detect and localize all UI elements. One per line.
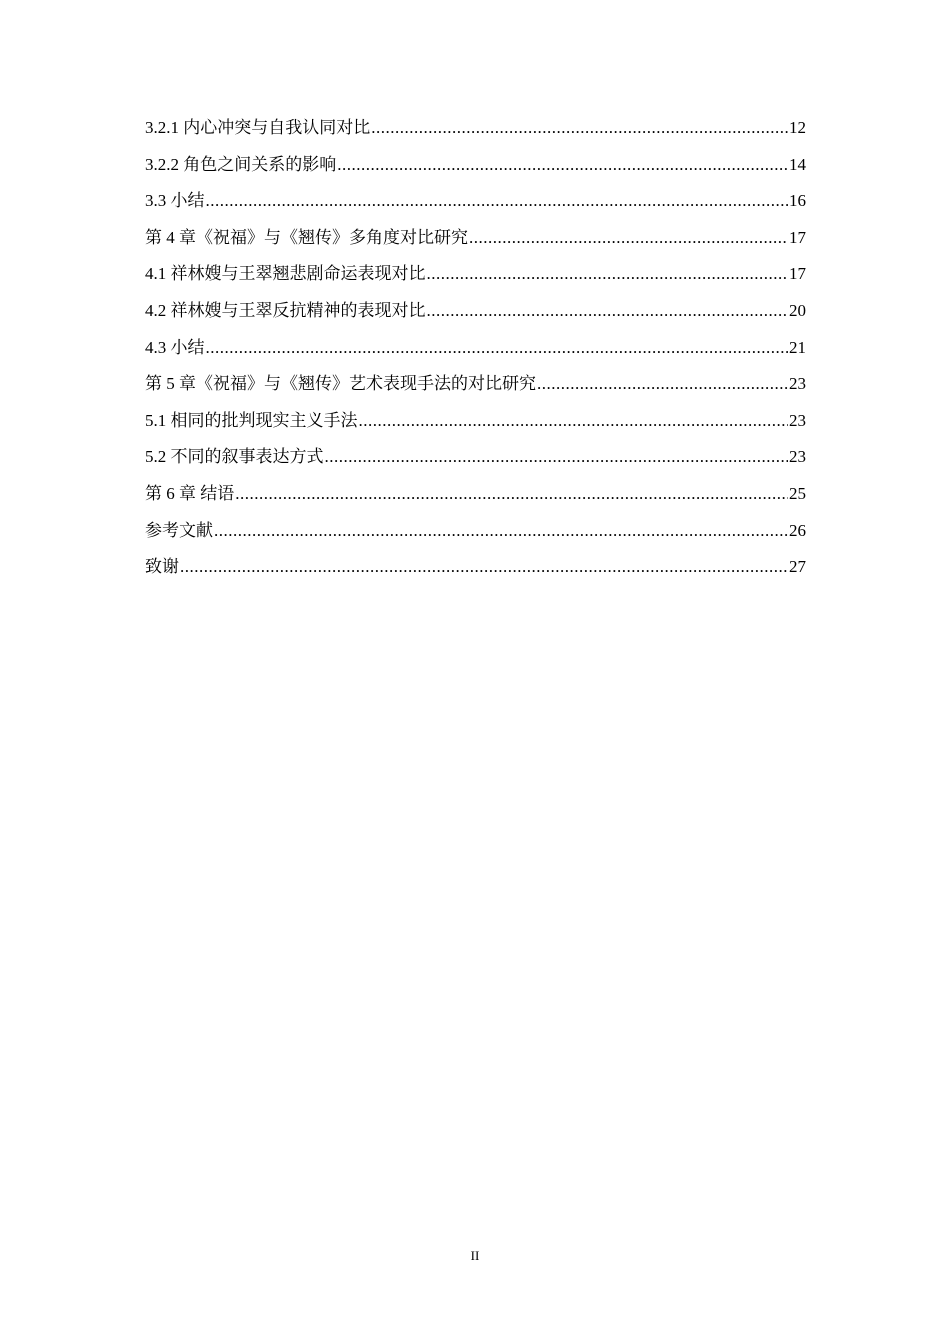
toc-entry-page: 17	[789, 264, 806, 284]
toc-entry-page: 25	[789, 483, 806, 503]
toc-entry-title: 第 6 章 结语	[145, 483, 235, 503]
toc-dot-leader	[206, 336, 789, 360]
toc-entry[interactable]	[145, 555, 806, 592]
toc-entry[interactable]	[145, 336, 806, 373]
toc-entry-page: 27	[789, 557, 806, 577]
toc-entry[interactable]	[145, 482, 806, 519]
table-of-contents	[145, 116, 806, 592]
toc-dot-leader	[427, 262, 789, 286]
toc-entry-page: 23	[789, 374, 806, 394]
toc-entry-title: 第 5 章《祝福》与《翘传》艺术表现手法的对比研究	[145, 374, 536, 394]
toc-entry[interactable]	[145, 116, 806, 153]
toc-entry-page: 26	[789, 520, 806, 540]
toc-entry-title: 第 4 章《祝福》与《翘传》多角度对比研究	[145, 227, 468, 247]
toc-entry[interactable]	[145, 153, 806, 190]
toc-dot-leader	[180, 555, 788, 579]
toc-entry-title: 5.1 相同的批判现实主义手法	[145, 410, 358, 430]
toc-entry[interactable]	[145, 262, 806, 299]
toc-entry-page: 16	[789, 191, 806, 211]
toc-entry-page: 23	[789, 410, 806, 430]
toc-entry-title: 参考文献	[145, 520, 213, 540]
toc-dot-leader	[427, 299, 789, 323]
toc-entry-page: 12	[789, 118, 806, 137]
toc-entry[interactable]	[145, 226, 806, 263]
toc-entry-title: 4.2 祥林嫂与王翠反抗精神的表现对比	[145, 300, 426, 320]
toc-dot-leader	[214, 519, 788, 543]
toc-entry-title: 5.2 不同的叙事表达方式	[145, 447, 324, 467]
toc-dot-leader	[325, 445, 789, 469]
toc-entry[interactable]	[145, 409, 806, 446]
toc-dot-leader	[206, 189, 789, 213]
toc-entry-title: 3.3 小结	[145, 191, 205, 211]
toc-entry-page: 20	[789, 300, 806, 320]
toc-entry-title: 3.2.2 角色之间关系的影响	[145, 154, 337, 174]
toc-entry[interactable]	[145, 189, 806, 226]
toc-entry-title: 3.2.1 内心冲突与自我认同对比	[145, 118, 371, 137]
toc-entry-page: 14	[789, 154, 806, 174]
toc-entry[interactable]	[145, 445, 806, 482]
toc-entry[interactable]	[145, 299, 806, 336]
toc-entry-title: 致谢	[145, 557, 179, 577]
toc-entry-page: 21	[789, 337, 806, 357]
toc-dot-leader	[235, 482, 788, 506]
toc-entry[interactable]	[145, 372, 806, 409]
toc-dot-leader	[469, 226, 788, 250]
toc-dot-leader	[537, 372, 788, 396]
toc-dot-leader	[371, 116, 788, 140]
toc-entry[interactable]	[145, 519, 806, 556]
toc-entry-title: 4.1 祥林嫂与王翠翘悲剧命运表现对比	[145, 264, 426, 284]
toc-dot-leader	[337, 153, 788, 177]
toc-entry-page: 23	[789, 447, 806, 467]
toc-dot-leader	[359, 409, 789, 433]
toc-entry-title: 4.3 小结	[145, 337, 205, 357]
page-number: II	[470, 1248, 480, 1263]
toc-entry-page: 17	[789, 227, 806, 247]
